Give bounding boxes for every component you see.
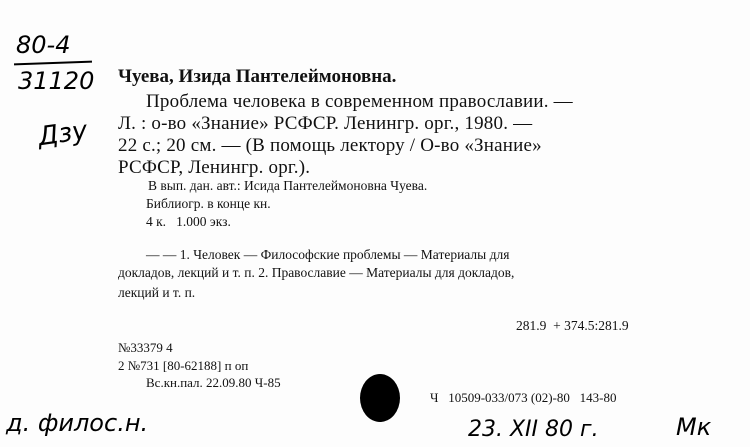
subject-line-3: лекций и т. п. bbox=[118, 285, 196, 300]
subject-line-2: докладов, лекций и т. п. 2. Православие — Материалы для докладов, bbox=[118, 265, 515, 280]
card-number: №33379 4 bbox=[118, 340, 173, 355]
handwritten-date: 23. XII 80 г. bbox=[468, 417, 599, 442]
call-number-underline bbox=[14, 61, 92, 66]
note-price-copies: 4 к. 1.000 экз. bbox=[146, 214, 231, 229]
handwritten-mark-left: Дзу bbox=[36, 115, 90, 153]
printing-line: Вс.кн.пал. 22.09.80 Ч-85 bbox=[146, 375, 281, 390]
title-line-3: 22 с.; 20 см. — (В помощь лектору / О-во «Знание» bbox=[118, 135, 542, 156]
classification-code: 281.9 + 374.5:281.9 bbox=[516, 318, 629, 333]
card-punch-hole bbox=[360, 374, 400, 422]
handwritten-bottom-left-note: д. филос.н. bbox=[6, 409, 149, 437]
handwritten-call-number-top: 80-4 bbox=[16, 31, 71, 59]
handwritten-call-number-bottom: 31120 bbox=[18, 67, 95, 95]
title-line-2: Л. : о-во «Знание» РСФСР. Ленингр. орг., 1980. — bbox=[118, 113, 533, 134]
index-code: Ч 10509-033/073 (02)-80 143-80 bbox=[430, 390, 617, 405]
subject-line-1: — — 1. Человек — Философские проблемы — Материалы для bbox=[146, 247, 510, 262]
handwritten-signature: Мк bbox=[676, 413, 712, 441]
author-heading: Чуева, Изида Пантелеймоновна. bbox=[118, 66, 397, 87]
order-line: 2 №731 [80-62188] п оп bbox=[118, 358, 249, 373]
title-line-4: РСФСР, Ленингр. орг.). bbox=[118, 157, 311, 178]
note-author-name: В вып. дан. авт.: Исида Пантелеймоновна Чуева. bbox=[148, 178, 428, 193]
title-line-1: Проблема человека в современном православии. — bbox=[146, 91, 573, 112]
note-bibliography: Библиогр. в конце кн. bbox=[146, 196, 271, 211]
